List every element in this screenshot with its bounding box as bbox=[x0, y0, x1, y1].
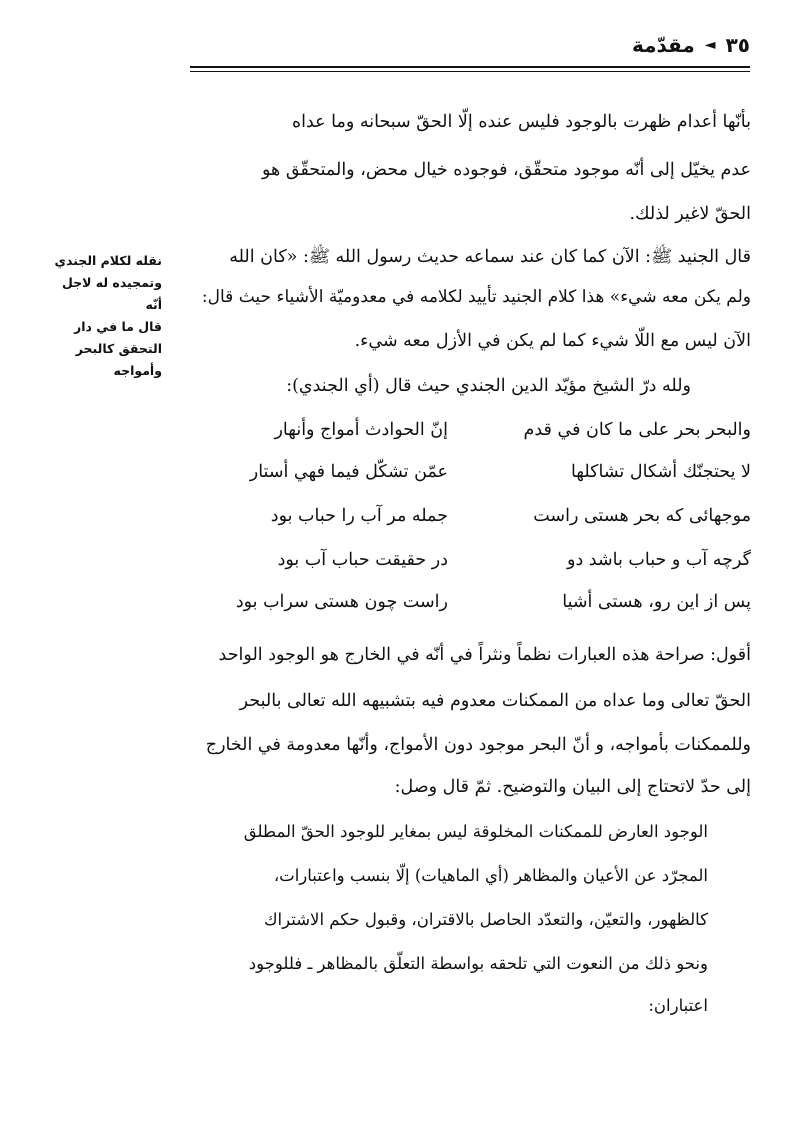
triangle-marker-icon: ◄ bbox=[704, 37, 716, 53]
text-line: بأنّها أعدام ظهرت بالوجود فليس عنده إلّا الحقّ سبحانه وما عداه bbox=[291, 112, 751, 132]
quoted-passage bbox=[188, 822, 708, 1042]
verse-hemistich-first: لا يحتجنّك أشكال تشاكلها bbox=[570, 462, 751, 482]
paragraph-3 bbox=[188, 645, 751, 825]
text-line: ولم يكن معه شيء» هذا كلام الجنيد تأييد لكلامه في معدوميّة الأشياء حيث قال: bbox=[201, 287, 751, 307]
header-rule-thin bbox=[190, 71, 750, 72]
verse bbox=[188, 506, 751, 546]
running-header bbox=[520, 30, 750, 60]
text-line: الوجود العارض للممكنات المخلوقة ليس بمغاير للوجود الحقّ المطلق bbox=[243, 822, 708, 841]
text-line: اعتباران: bbox=[648, 996, 708, 1015]
text-line: ونحو ذلك من النعوت التي تلحقه بواسطة التعلّق بالمظاهر ـ فللوجود bbox=[248, 954, 708, 973]
verse-hemistich-first: گرچه آب و حباب باشد دو bbox=[567, 550, 751, 570]
verse-hemistich-second: در حقيقت حباب آب بود bbox=[277, 550, 448, 570]
text-line: إلى حدّ لاتحتاج إلى البيان والتوضيح. ثمّ قال وصل: bbox=[394, 777, 751, 797]
margin-note-line: نقله لكلام الجندي bbox=[54, 253, 162, 268]
header-rule-thick bbox=[190, 66, 750, 68]
margin-note bbox=[52, 250, 162, 382]
text-line: الآن ليس مع اللّا شيء كما لم يكن في الأزل معه شيء. bbox=[354, 331, 751, 351]
verse-hemistich-second: عمّن تشكّل فيما فهي أستار bbox=[249, 462, 448, 482]
margin-note-line: وأمواجه bbox=[113, 363, 162, 378]
text-line: قال الجنيد ﷺ: الآن كما كان عند سماعه حديث رسول الله ﷺ: «كان الله bbox=[229, 247, 751, 267]
paragraph-2 bbox=[188, 245, 751, 365]
margin-note-line: التحقق كالبحر bbox=[75, 341, 162, 356]
verse bbox=[188, 462, 751, 502]
intro-line bbox=[188, 376, 751, 406]
text-line: أقول: صراحة هذه العبارات نظماً ونثراً في أنّه في الخارج هو الوجود الواحد bbox=[218, 645, 751, 665]
verse bbox=[188, 420, 751, 460]
text-line: ولله درّ الشيخ مؤيّد الدين الجندي حيث قال (أي الجندي): bbox=[286, 376, 691, 396]
verse-hemistich-first: والبحر بحر على ما كان في قدم bbox=[523, 420, 751, 440]
paragraph-1 bbox=[188, 112, 751, 242]
margin-note-line: قال ما في دار bbox=[74, 319, 162, 334]
text-line: الحقّ تعالى وما عداه من الممكنات معدوم فيه بتشبيهه الله تعالى بالبحر bbox=[239, 691, 751, 711]
verse-hemistich-second: راست چون هستى سراب بود bbox=[235, 592, 448, 612]
verse-hemistich-second: جمله مر آب را حباب بود bbox=[270, 506, 448, 526]
header-title: مقدّمة bbox=[631, 33, 695, 57]
page-number: ٣٥ bbox=[725, 33, 750, 57]
text-line: الحقّ لاغير لذلك. bbox=[629, 204, 751, 224]
verse bbox=[188, 550, 751, 590]
verse-hemistich-first: پس از اين رو، هستى أشيا bbox=[562, 592, 751, 612]
text-line: وللممكنات بأمواجه، و أنّ البحر موجود دون الأمواج، وأنّها معدومة في الخارج bbox=[205, 735, 751, 755]
margin-note-line: وتمجيده له لاجل أنّه bbox=[61, 275, 162, 312]
verse-hemistich-first: موجهائى كه بحر هستى راست bbox=[533, 506, 751, 526]
text-line: المجرّد عن الأعيان والمظاهر (أي الماهيات) إلّا بنسب واعتبارات، bbox=[273, 866, 708, 885]
text-line: عدم يخيّل إلى أنّه موجود متحقّق، فوجوده خيال محض، والمتحقّق هو bbox=[262, 160, 751, 180]
text-line: كالظهور، والتعيّن، والتعدّد الحاصل بالاقتران، وقبول حكم الاشتراك bbox=[263, 910, 708, 929]
verse bbox=[188, 592, 751, 632]
verse-hemistich-second: إنّ الحوادث أمواج وأنهار bbox=[274, 420, 448, 440]
